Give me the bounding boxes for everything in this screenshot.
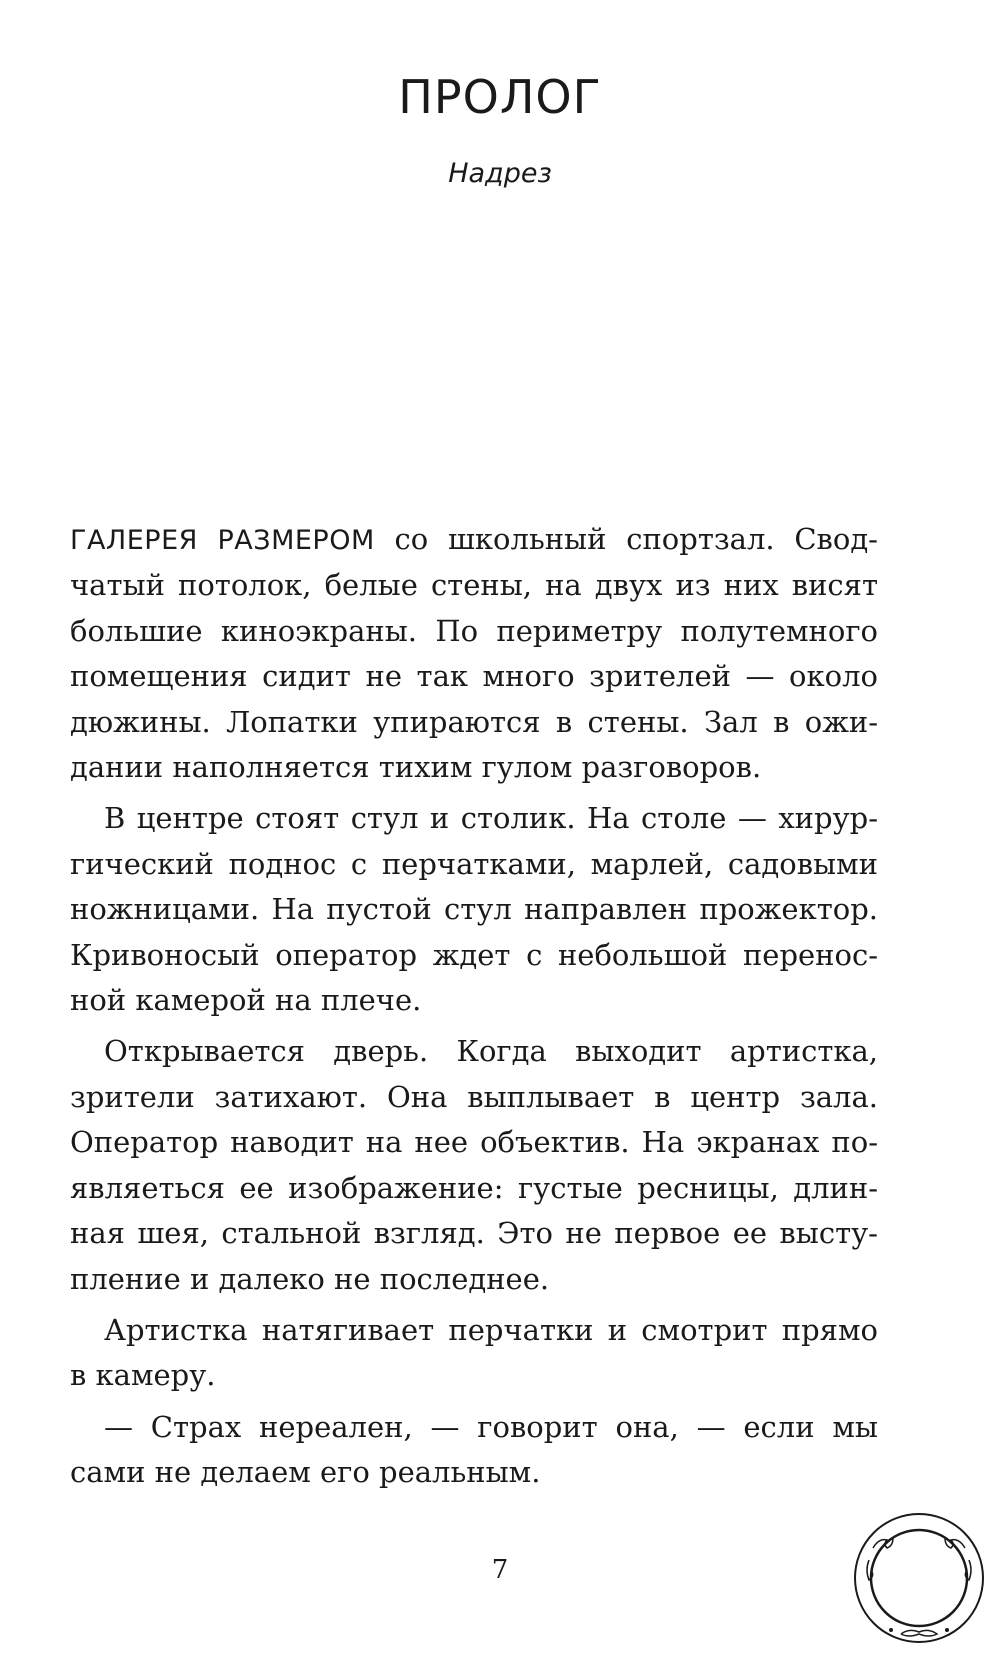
paragraph-2 xyxy=(70,796,878,1023)
paragraph-3 xyxy=(70,1029,878,1301)
text-body xyxy=(70,517,878,1496)
text-line: Кривоносый оператор ждет с небольшой перенос- xyxy=(70,937,878,972)
text-line: ная шея, стальной взгляд. Это не первое ее высту- xyxy=(70,1216,878,1251)
paragraph-4 xyxy=(70,1308,878,1399)
chapter-subtitle: Надрез xyxy=(448,158,552,189)
text-line: Артистка натягивает перчатки и смотрит прямо xyxy=(104,1312,878,1347)
lead-in: ГАЛЕРЕЯ РАЗМЕРОМ xyxy=(70,525,375,556)
ornament-icon xyxy=(851,1510,987,1646)
text-line: Оператор наводит на нее объектив. На экранах по- xyxy=(70,1125,878,1160)
text-line: ножницами. На пустой стул направлен прожектор. xyxy=(70,892,878,927)
text-line: дании наполняется тихим гулом разговоров. xyxy=(70,750,762,785)
paragraph-5 xyxy=(70,1405,878,1496)
text-line: Открывается дверь. Когда выходит артистка, xyxy=(104,1034,878,1069)
text-line: сами не делаем его реальным. xyxy=(70,1455,541,1490)
text-line: являеться ее изображение: густые ресницы, длин- xyxy=(70,1170,878,1205)
text-line: В центре стоят стул и столик. На столе — хирур- xyxy=(104,801,878,836)
paragraph-1 xyxy=(70,517,878,790)
text-line: в камеру. xyxy=(70,1358,216,1393)
page-number: 7 xyxy=(491,1555,509,1585)
text-line: пление и далеко не последнее. xyxy=(70,1261,550,1296)
chapter-title: ПРОЛОГ xyxy=(398,70,602,124)
text-line: — Страх нереален, — говорит она, — если мы xyxy=(104,1409,878,1444)
text-line: большие киноэкраны. По периметру полутемного xyxy=(70,613,878,648)
text-line: ГАЛЕРЕЯ РАЗМЕРОМ со школьный спортзал. Свод- xyxy=(70,522,878,556)
text-line: гический поднос с перчатками, марлей, садовыми xyxy=(70,846,878,881)
text-line: зрители затихают. Она выплывает в центр зала. xyxy=(70,1079,878,1114)
text-line: помещения сидит не так много зрителей — около xyxy=(70,659,878,694)
text-line: дюжины. Лопатки упираются в стены. Зал в ожи- xyxy=(70,704,878,739)
text-line: чатый потолок, белые стены, на двух из них висят xyxy=(70,568,878,603)
text-line: ной камерой на плече. xyxy=(70,983,422,1018)
